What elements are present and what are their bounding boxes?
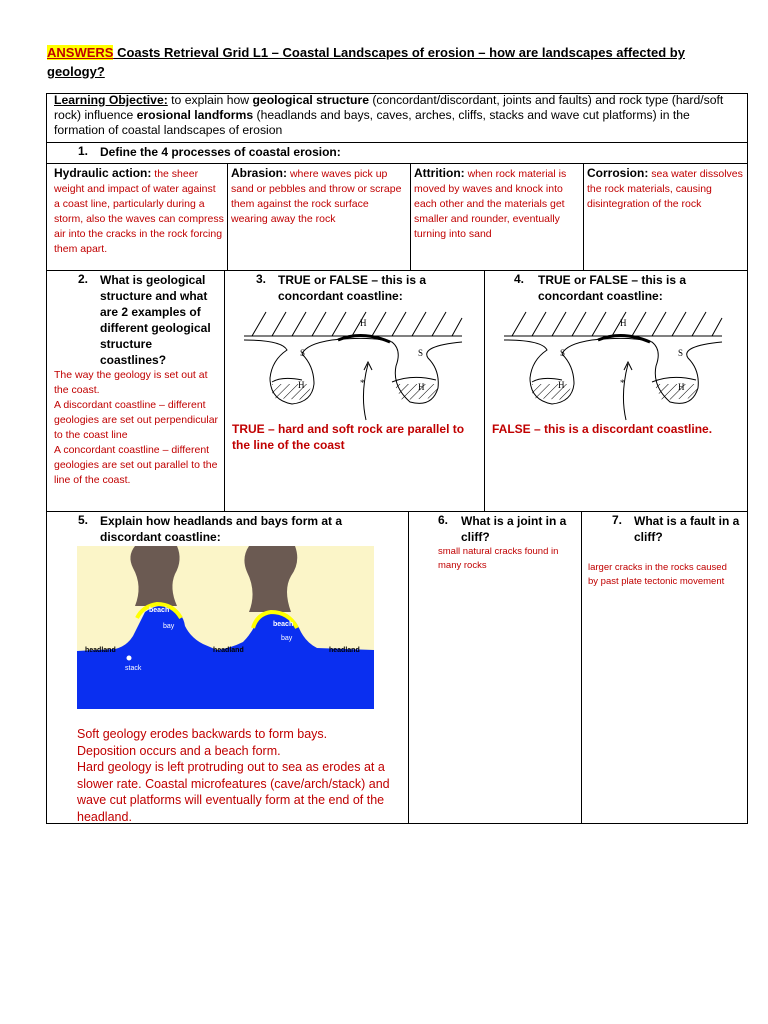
q7-question: What is a fault in a cliff? [634, 514, 740, 544]
q1-question: Define the 4 processes of coastal erosion: [100, 145, 341, 159]
q4-label-s-left: S [560, 348, 566, 358]
q4-number: 4. [514, 272, 525, 286]
label-headland-3: headland [329, 647, 360, 654]
q4-label-s-right: S [678, 348, 684, 358]
q4-label-h-left: H [558, 380, 565, 390]
q3-label-h-left: H [298, 380, 305, 390]
q3-number: 3. [256, 272, 267, 286]
q3-label-s-left: S [300, 348, 306, 358]
q4-answer: FALSE – this is a discordant coastline. [492, 422, 713, 436]
label-bay-2: bay [281, 635, 293, 642]
process-abrasion: Abrasion: where waves pick up sand or pebbles and throw or scrape them against the rock surface wearing away the rock [231, 166, 402, 225]
q4-coastline-diagram [502, 304, 724, 422]
process-corrosion: Corrosion: sea water dissolves the rock materials, causing disintegration of the rock [587, 166, 743, 210]
q3-answer: TRUE – hard and soft rock are parallel to the line of the coast [232, 422, 465, 452]
headlands-bays-diagram [77, 546, 374, 709]
q2-number: 2. [78, 272, 89, 286]
svg-text:*: * [360, 378, 365, 388]
q2-answer: The way the geology is set out at the coast. A discordant coastline – different geologies are set out perpendicular to the coast line A concordant coastline – different geologies are set out parallel to the line of the coast. [54, 369, 219, 486]
label-headland-2: headland [213, 647, 244, 654]
q3-label-h-right: H [418, 382, 425, 392]
label-bay-1: bay [163, 623, 175, 630]
learning-objective: Learning Objective: to explain how geological structure (concordant/discordant, joints and faults) and rock type (hard/soft rock) influence erosional landforms (headlands and bays, caves, arches, cliffs, stacks and wave cut platforms) in the formation of coastal landscapes of erosion [54, 93, 724, 137]
q6-number: 6. [438, 513, 449, 527]
q5-question: Explain how headlands and bays form at a discordant coastline: [100, 514, 343, 544]
q3-question: TRUE or FALSE – this is a concordant coastline: [278, 273, 427, 303]
q7-number: 7. [612, 513, 623, 527]
q4-label-h-right: H [678, 382, 685, 392]
q5-number: 5. [78, 513, 89, 527]
title-text: Coasts Retrieval Grid L1 – Coastal Landscapes of erosion – how are landscapes affected by geology? [47, 45, 685, 79]
process-attrition: Attrition: when rock material is moved by waves and knock into each other and the materials get smaller and rounder, eventually turning into sand [414, 166, 567, 240]
process-hydraulic-action: Hydraulic action: the sheer weight and impact of water against a coast line, particularly during a storm, also the waves can compress air into the cracks in the rock forcing them apart. [54, 166, 224, 255]
q4-question: TRUE or FALSE – this is a concordant coastline: [538, 273, 687, 303]
label-headland-1: headland [85, 647, 116, 654]
q6-answer: small natural cracks found in many rocks [438, 546, 559, 571]
answers-highlight: ANSWERS [47, 45, 114, 60]
label-stack: stack [125, 665, 142, 672]
label-beach-2: beach [273, 621, 294, 628]
q4-label-h-top: H [620, 318, 627, 328]
page-title [47, 43, 737, 81]
q3-label-h-top: H [360, 318, 367, 328]
q6-question: What is a joint in a cliff? [461, 514, 567, 544]
q7-answer: larger cracks in the rocks caused by past plate tectonic movement [588, 562, 727, 587]
q1-number: 1. [78, 144, 89, 158]
q3-label-s-right: S [418, 348, 424, 358]
q2-question: What is geological structure and what are 2 examples of different geological structure coastlines? [100, 273, 211, 367]
label-beach-1: beach [149, 607, 170, 614]
q5-answer: Soft geology erodes backwards to form bays. Deposition occurs and a beach form. Hard geology is left protruding out to sea as erodes at a slower rate. Coastal microfeatures (cave/arch/stack) and wave cut platforms will eventually form at the end of the headland. [77, 727, 390, 824]
q3-coastline-diagram [242, 304, 464, 422]
svg-text:*: * [620, 378, 625, 388]
